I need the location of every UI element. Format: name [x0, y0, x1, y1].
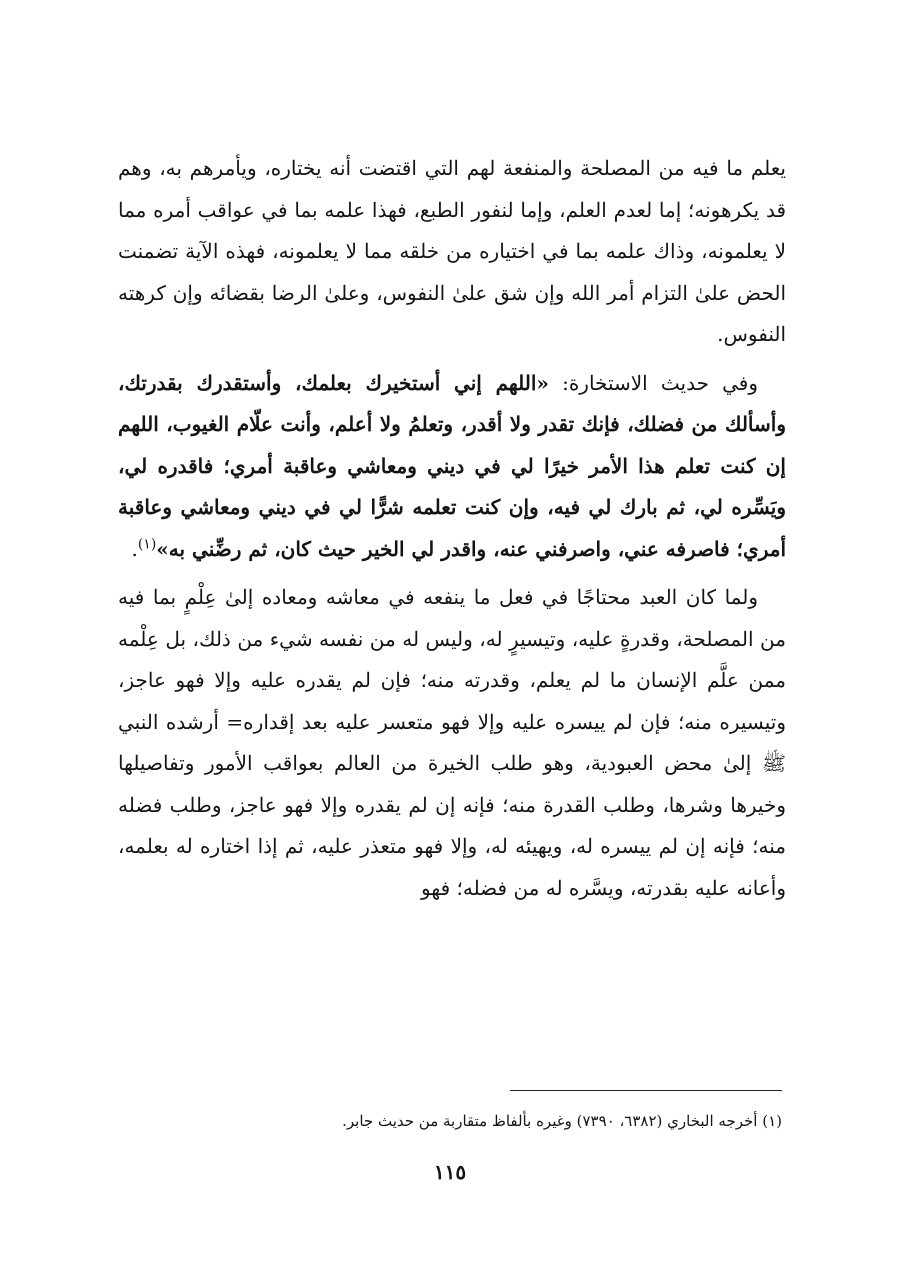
paragraph-2	[118, 363, 786, 571]
main-text	[118, 148, 786, 909]
paragraph-3: ولما كان العبد محتاجًا في فعل ما ينفعه في معاشه ومعاده إلىٰ عِلْمٍ بما فيه من المصلحة، وقدرةٍ عليه، وتيسيرٍ له، وليس له من نفسه شيء من ذلك، بل عِلْمه ممن علَّم الإنسان ما لم يعلم، وقدرته منه؛ فإن لم يقدره عليه وإلا فهو عاجز، وتيسيره منه؛ فإن لم ييسره عليه وإلا فهو متعسر عليه بعد إقداره= أرشده النبي ﷺ إلىٰ محض العبودية، وهو طلب الخيرة من العالم بعواقب الأمور وتفاصيلها وخيرها وشرها، وطلب القدرة منه؛ فإنه إن لم يقدره وإلا فهو عاجز، وطلب فضله منه؛ فإنه إن لم ييسره له، ويهيئه له، وإلا فهو متعذر عليه، ثم إذا اختاره له بعلمه، وأعانه عليه بقدرته، ويسَّره له من فضله؛ فهو	[118, 585, 786, 900]
hadith-intro: وفي حديث الاستخارة:	[548, 370, 758, 395]
hadith-text: «اللهم إني أستخيرك بعلمك، وأستقدرك بقدرتك، وأسألك من فضلك، فإنك تقدر ولا أقدر، وتعلمُ ولا أعلم، وأنت علّام الغيوب، اللهم إن كنت تعلم هذا الأمر خيرًا لي في ديني ومعاشي وعاقبة أمري؛ فاقدره لي، ويَسِّره لي، ثم بارك لي فيه، وإن كنت تعلمه شرًّا لي في ديني ومعاشي وعاقبة أمري؛ فاصرفه عني، واصرفني عنه، واقدر لي الخير حيث كان، ثم رضِّني به»	[118, 370, 786, 561]
page-number: ١١٥	[433, 1160, 467, 1184]
footnote: (١) أخرجه البخاري (٦٣٨٢، ٧٣٩٠) وغيره بألفاظ متقاربة من حديث جابر.	[342, 1112, 782, 1130]
footnote-reference[interactable]: (١)	[137, 535, 157, 552]
paragraph-1: يعلم ما فيه من المصلحة والمنفعة لهم التي اقتضت أنه يختاره، ويأمرهم به، وهم قد يكرهونه؛ إما لعدم العلم، وإما لنفور الطبع، فهذا علمه بما في عواقب أمره مما لا يعلمونه، وذاك علمه بما في اختياره من خلقه مما لا يعلمونه، فهذه الآية تضمنت الحض علىٰ التزام أمر الله وإن شق علىٰ النفوس، وعلىٰ الرضا بقضائه وإن كرهته النفوس.	[118, 156, 786, 346]
hadith-end: .	[131, 536, 138, 561]
footnote-divider	[510, 1090, 782, 1091]
